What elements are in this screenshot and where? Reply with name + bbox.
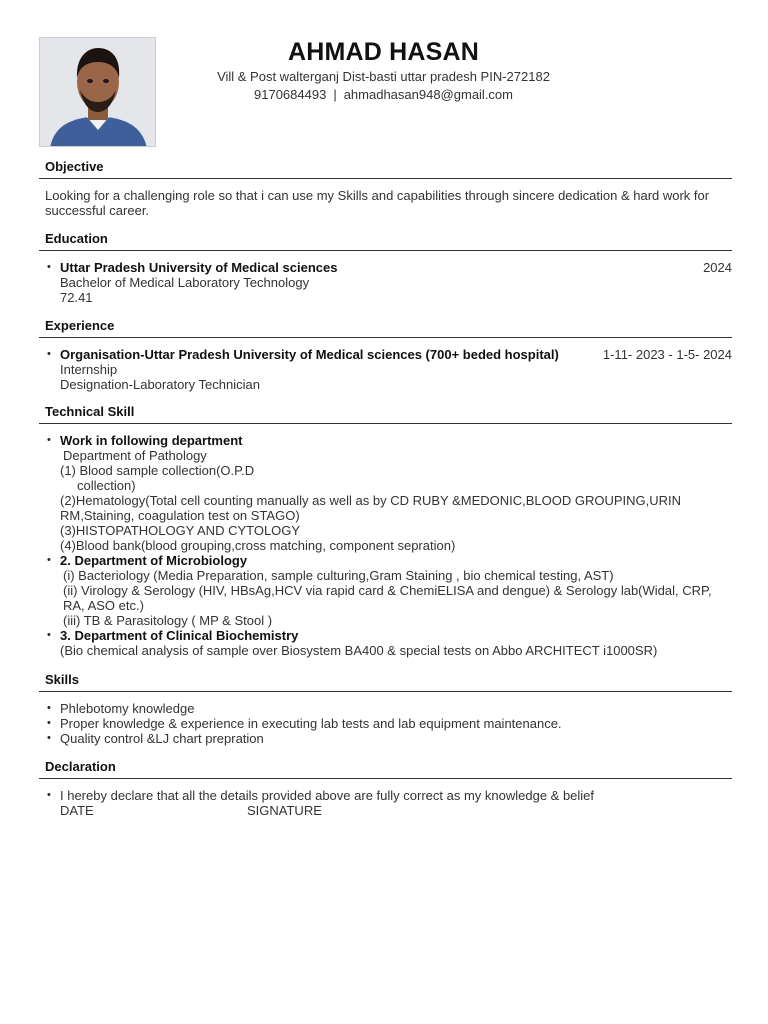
experience-designation: Designation-Laboratory Technician — [60, 377, 260, 392]
experience-list — [45, 347, 732, 392]
education-section — [39, 232, 732, 305]
technical-item-title: • Work in following department — [60, 433, 243, 448]
technical-line: (ii) Virology & Serology (HIV, HBsAg,HCV via rapid card & ChemiELISA and dengue) & Serology lab(Widal, CRP, RA, ASO etc.) — [63, 583, 712, 613]
technical-line: (i) Bacteriology (Media Preparation, sample culturing,Gram Staining , bio chemical testing, AST) — [63, 568, 614, 583]
candidate-name: AHMAD HASAN — [287, 38, 480, 66]
technical-skill-section — [39, 405, 732, 658]
degree-score: 72.41 — [60, 290, 93, 305]
declaration-item — [60, 788, 732, 818]
phone-number: 9170684493 — [254, 87, 327, 102]
technical-item-title: • 2. Department of Microbiology — [60, 553, 248, 568]
skill-item: • Proper knowledge & experience in executing lab tests and lab equipment maintenance. — [60, 716, 732, 731]
technical-item-title: • 3. Department of Clinical Biochemistry — [60, 628, 299, 643]
section-title-experience: Experience — [39, 319, 732, 338]
contact-line — [156, 86, 611, 104]
declaration-list — [45, 788, 732, 818]
technical-line: (iii) TB & Parasitology ( MP & Stool ) — [63, 613, 273, 628]
objective-section — [39, 160, 732, 218]
technical-line: (4)Blood bank(blood grouping,cross matching, component sepration) — [60, 538, 456, 553]
section-title-declaration: Declaration — [39, 760, 732, 779]
declaration-section — [39, 760, 732, 818]
profile-photo-image — [40, 38, 156, 147]
email-address: ahmadhasan948@gmail.com — [343, 87, 513, 102]
technical-line: (2)Hematology(Total cell counting manually as well as by CD RUBY &MEDONIC,BLOOD GROUPING,URIN RM,Staining, coagulation test on STAGO) — [60, 493, 682, 523]
experience-type: Internship — [60, 362, 118, 377]
signature-label: SIGNATURE — [247, 803, 322, 818]
experience-item — [60, 347, 732, 392]
technical-skill-list — [45, 433, 732, 658]
education-list — [45, 260, 732, 305]
institution-name: Uttar Pradesh University of Medical sciences — [60, 260, 338, 275]
section-title-objective: Objective — [39, 160, 732, 179]
candidate-address: Vill & Post walterganj Dist-basti uttar pradesh PIN-272182 — [217, 69, 550, 84]
section-title-technical-skill: Technical Skill — [39, 405, 732, 424]
skill-item: • Quality control &LJ chart prepration — [60, 731, 732, 746]
experience-section — [39, 319, 732, 392]
contact-separator: | — [333, 87, 337, 102]
technical-line: (3)HISTOPATHOLOGY AND CYTOLOGY — [60, 523, 301, 538]
declaration-text: • I hereby declare that all the details provided above are fully correct as my knowledge & belief — [60, 788, 595, 803]
section-title-education: Education — [39, 232, 732, 251]
signature-row — [60, 803, 732, 818]
objective-text: Looking for a challenging role so that i can use my Skills and capabilities through sincere dedication & hard work for successful career. — [45, 188, 710, 218]
skills-list — [45, 701, 732, 746]
education-year: 2024 — [703, 260, 732, 275]
skills-section — [39, 673, 732, 746]
experience-dates: 1-11- 2023 - 1-5- 2024 — [602, 347, 732, 362]
skill-item: • Phlebotomy knowledge — [60, 701, 732, 716]
technical-line: (Bio chemical analysis of sample over Biosystem BA400 & special tests on Abbo ARCHITECT i1000SR) — [60, 643, 658, 658]
technical-line: collection) — [77, 478, 136, 493]
degree-name: Bachelor of Medical Laboratory Technology — [60, 275, 310, 290]
technical-line: (1) Blood sample collection(O.P.D — [60, 463, 255, 478]
section-title-skills: Skills — [39, 673, 732, 692]
education-item — [60, 260, 732, 305]
technical-item-microbiology — [60, 553, 732, 628]
organisation-name: Organisation-Uttar Pradesh University of Medical sciences (700+ beded hospital) — [60, 347, 559, 362]
technical-line: Department of Pathology — [63, 448, 207, 463]
profile-photo — [39, 37, 156, 147]
technical-item-pathology — [60, 433, 732, 553]
resume-header — [156, 36, 611, 104]
technical-item-biochemistry — [60, 628, 732, 658]
date-label: DATE — [60, 803, 94, 818]
